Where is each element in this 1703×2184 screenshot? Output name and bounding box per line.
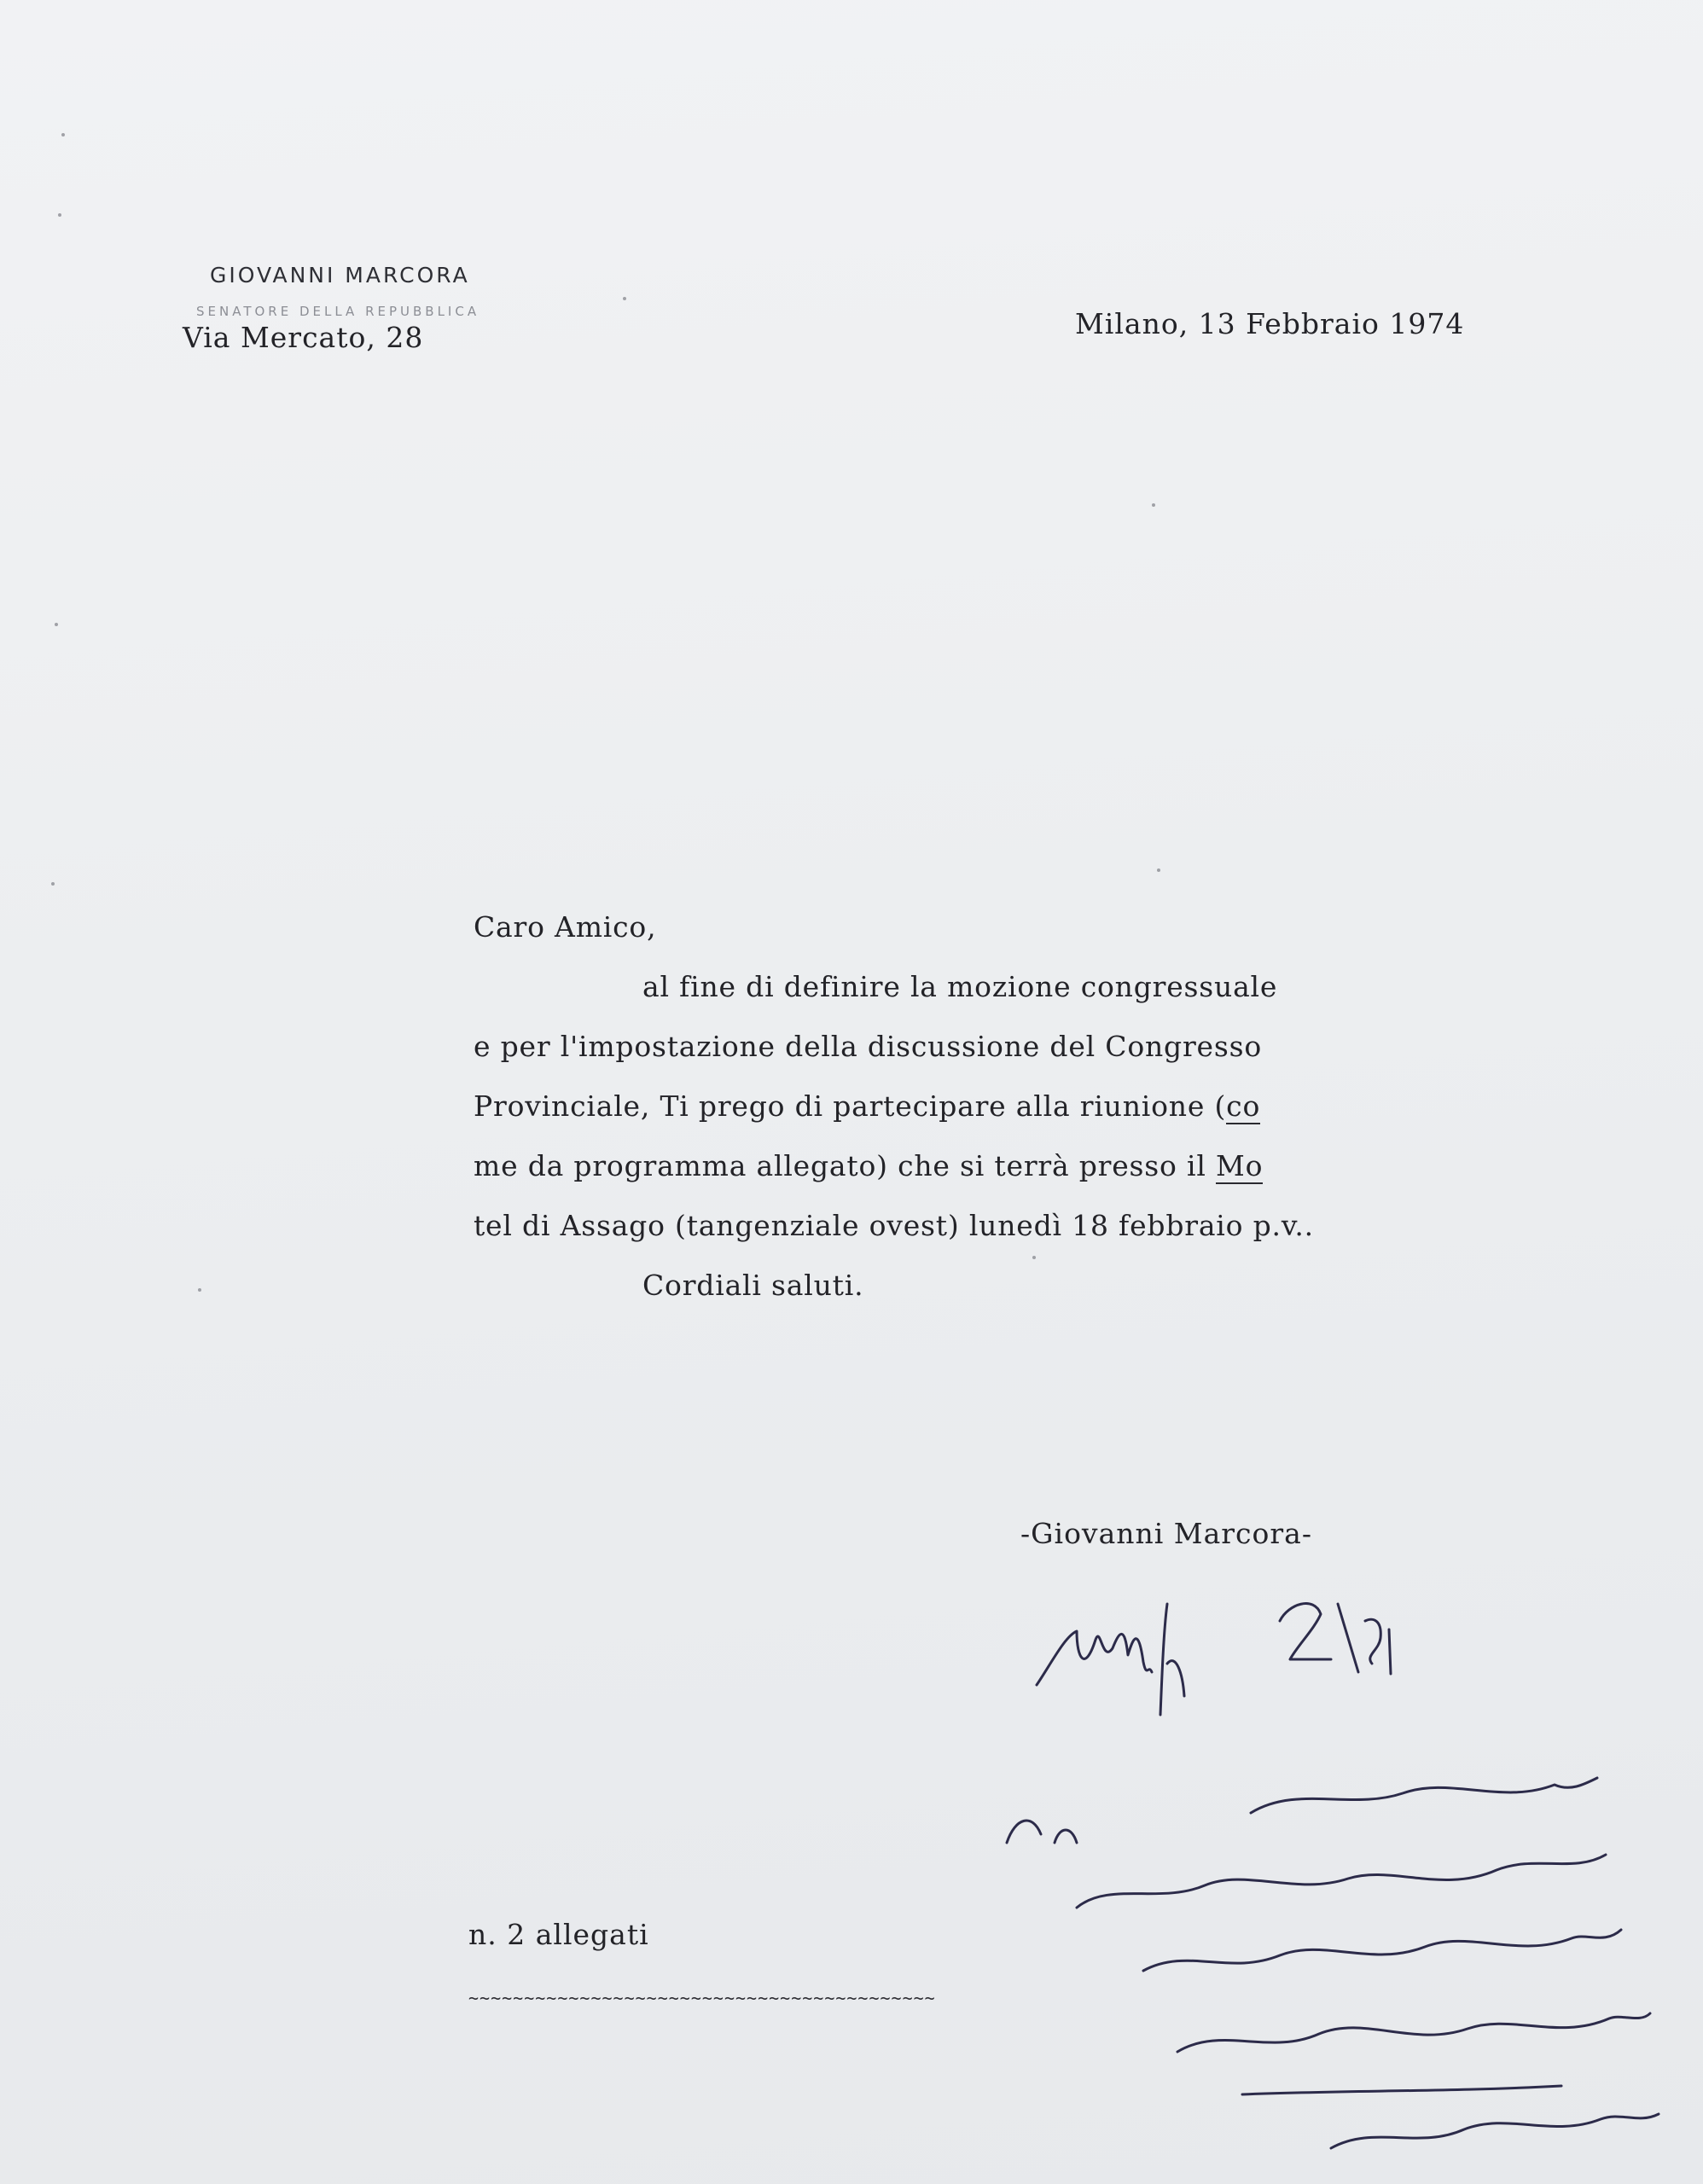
note-scribble — [1331, 2114, 1659, 2148]
salutation: Caro Amico, — [474, 910, 657, 944]
body-line-text: me da programma allegato) che si terrà presso il — [474, 1149, 1216, 1182]
initials-scribble — [1160, 1604, 1184, 1715]
note-scribble — [1143, 1930, 1621, 1971]
body-line: al fine di definire la mozione congressuale — [642, 970, 1278, 1003]
date-scribble — [1280, 1604, 1391, 1674]
body-line: tel di Assago (tangenziale ovest) lunedì 18 febbraio p.v.. — [474, 1209, 1314, 1242]
enclosures-note: n. 2 allegati — [468, 1918, 649, 1951]
tilde-rule: ~~~~~~~~~~~~~~~~~~~~~~~~~~~~~~~~~~~~~~~~~~ — [468, 1988, 936, 2008]
note-scribble — [1007, 1778, 1597, 1843]
sender-address: Via Mercato, 28 — [183, 321, 424, 354]
letter-date: Milano, 13 Febbraio 1974 — [1075, 307, 1465, 340]
initials-scribble — [1037, 1631, 1152, 1685]
typed-signature: -Giovanni Marcora- — [1020, 1517, 1312, 1550]
note-underline — [1242, 2086, 1561, 2094]
hyphenation-split: co — [1226, 1089, 1261, 1123]
closing: Cordiali saluti. — [642, 1269, 864, 1302]
letterhead-name: GIOVANNI MARCORA — [210, 263, 470, 288]
hyphenation-split: Mo — [1215, 1149, 1264, 1182]
body-line: e per l'impostazione della discussione del Congresso — [474, 1030, 1263, 1063]
note-scribble — [1077, 1855, 1606, 1908]
letterhead-title: SENATORE DELLA REPUBBLICA — [196, 304, 480, 319]
note-scribble — [1177, 2013, 1650, 2052]
body-line-text: Provinciale, Ti prego di partecipare alla riunione ( — [474, 1089, 1227, 1123]
